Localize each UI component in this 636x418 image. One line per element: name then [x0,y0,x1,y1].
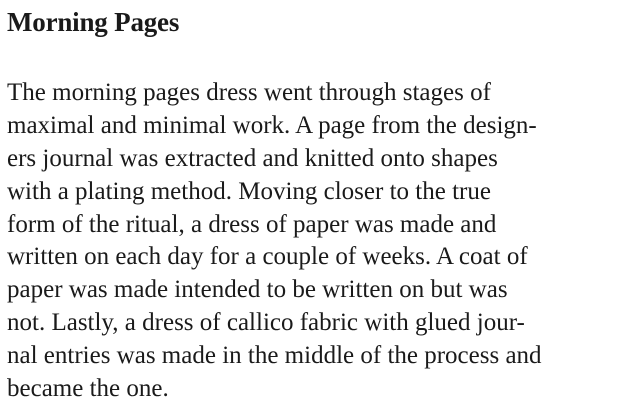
paragraph-line: The morning pages dress went through stages of [7,79,491,106]
paragraph-line: written on each day for a couple of weeks. A coat of [7,243,528,271]
body-paragraph [7,77,627,406]
paragraph-line: with a plating method. Moving closer to the true [7,177,491,205]
document-page [7,0,627,406]
paragraph-line: form of the ritual, a dress of paper was made and [7,210,497,238]
paragraph-line: not. Lastly, a dress of callico fabric with glued jour- [7,309,525,337]
paragraph-line: nal entries was made in the middle of the process and [7,342,542,370]
page-title: Morning Pages [7,7,180,37]
paragraph-line: ers journal was extracted and knitted onto shapes [7,144,498,172]
paragraph-line: paper was made intended to be written on but was [7,276,508,304]
paragraph-line: maximal and minimal work. A page from the design- [7,111,537,139]
paragraph-line: became the one. [7,375,169,403]
